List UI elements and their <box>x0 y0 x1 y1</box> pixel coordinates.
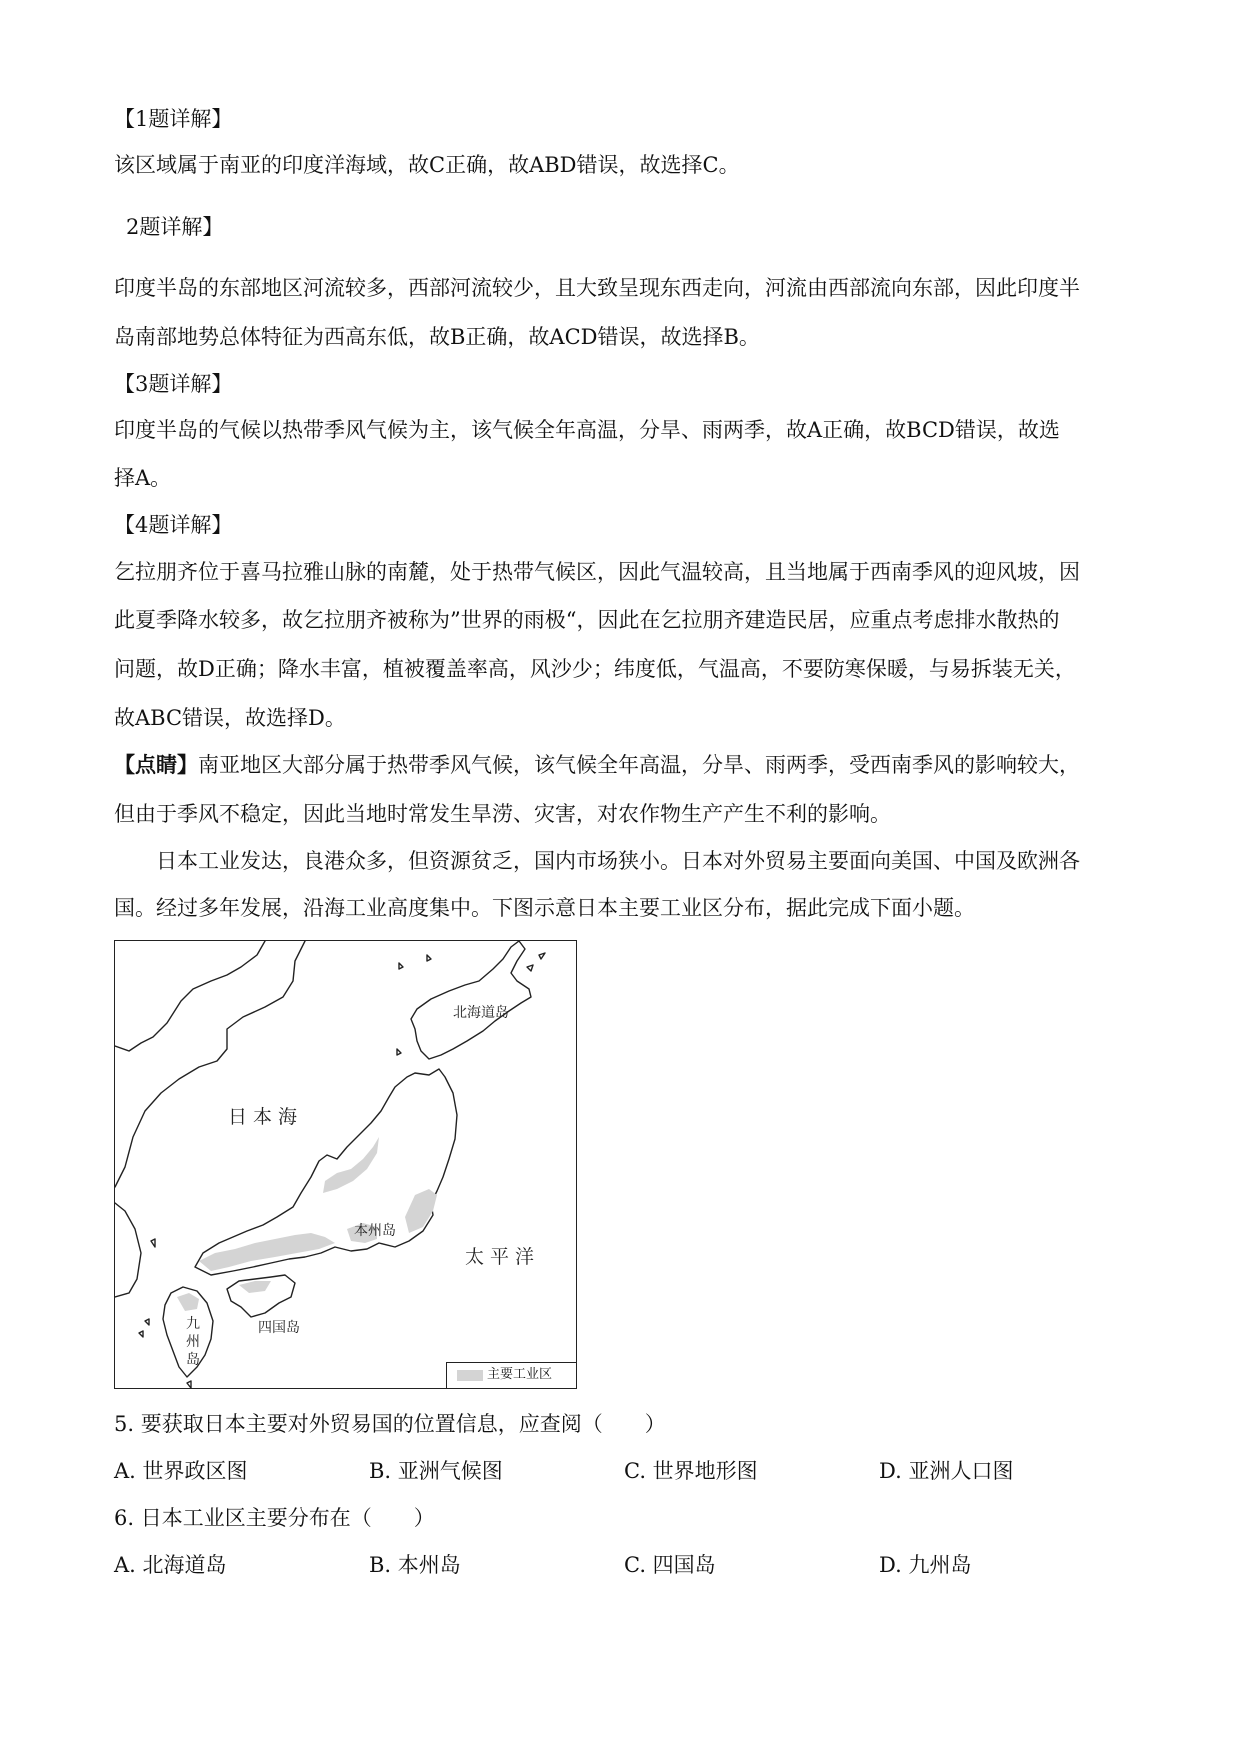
korea-coast <box>115 1203 141 1297</box>
label-kyushu-char-2: 州 <box>186 1334 200 1350</box>
question-6-option-a[interactable]: A. 北海道岛 <box>114 1553 227 1577</box>
passage-line-2: 国。经过多年发展，沿海工业高度集中。下图示意日本主要工业区分布，据此完成下面小题。 <box>114 896 975 920</box>
label-honshu: 本州岛 <box>354 1223 396 1239</box>
map-legend <box>446 1362 576 1388</box>
q3-header: 【3题详解】 <box>114 372 233 396</box>
question-5-option-c[interactable]: C. 世界地形图 <box>624 1459 758 1483</box>
legend-text: 主要工业区 <box>487 1367 553 1382</box>
industrial-zone-shikoku <box>239 1281 271 1293</box>
q1-text: 该区域属于南亚的印度洋海域，故C正确，故ABD错误，故选择C。 <box>114 153 740 177</box>
question-5-option-a[interactable]: A. 世界政区图 <box>114 1459 248 1483</box>
q4-line-4: 故ABC错误，故选择D。 <box>114 706 346 730</box>
industrial-zone-tokyo <box>405 1189 437 1233</box>
label-kyushu-char-1: 九 <box>186 1316 200 1332</box>
label-shikoku: 四国岛 <box>258 1320 300 1336</box>
label-pacific-ocean: 太平洋 <box>465 1246 541 1268</box>
label-kyushu-char-3: 岛 <box>186 1352 200 1368</box>
question-6-option-d[interactable]: D. 九州岛 <box>879 1553 972 1577</box>
point-line-1: 南亚地区大部分属于热带季风气候，该气候全年高温，分旱、雨两季，受西南季风的影响较大， <box>198 753 1080 777</box>
industrial-zone-sea-of-japan <box>323 1137 379 1193</box>
question-5-stem: 5. 要获取日本主要对外贸易国的位置信息，应查阅（ ） <box>114 1412 666 1436</box>
q1-header: 【1题详解】 <box>114 107 233 131</box>
q4-line-1: 乞拉朋齐位于喜马拉雅山脉的南麓，处于热带气候区，因此气温较高，且当地属于西南季风的迎风坡，因 <box>114 560 1080 584</box>
q4-line-3: 问题，故D正确；降水丰富，植被覆盖率高，风沙少；纬度低，气温高，不要防寒保暖，与易拆装无关， <box>114 657 1076 681</box>
question-5-option-b[interactable]: B. 亚洲气候图 <box>369 1459 503 1483</box>
hokkaido-coast <box>411 941 531 1059</box>
point-header: 【点睛】 <box>114 752 198 777</box>
continent-coast <box>115 941 265 1051</box>
q2-header: 2题详解】 <box>126 215 224 239</box>
question-5-option-d[interactable]: D. 亚洲人口图 <box>879 1459 1014 1483</box>
japan-industrial-map <box>114 940 577 1389</box>
industrial-zone-kyushu <box>177 1293 199 1311</box>
passage-line-1: 日本工业发达，良港众多，但资源贫乏，国内市场狭小。日本对外贸易主要面向美国、中国及欧洲各 <box>156 849 1080 873</box>
question-6-stem: 6. 日本工业区主要分布在（ ） <box>114 1506 435 1530</box>
label-sea-of-japan: 日本海 <box>228 1106 304 1128</box>
q4-header: 【4题详解】 <box>114 513 233 537</box>
q4-line-2: 此夏季降水较多，故乞拉朋齐被称为”世界的雨极“，因此在乞拉朋齐建造民居，应重点考虑排水散热的 <box>114 608 1060 632</box>
question-6-option-b[interactable]: B. 本州岛 <box>369 1553 461 1577</box>
question-6-option-c[interactable]: C. 四国岛 <box>624 1553 716 1577</box>
legend-swatch-industrial <box>457 1370 483 1381</box>
industrial-zone-setouchi <box>199 1233 335 1271</box>
continent-coast-2 <box>115 941 305 1187</box>
point-line-2: 但由于季风不稳定，因此当地时常发生旱涝、灾害，对农作物生产产生不利的影响。 <box>114 802 891 826</box>
q3-line-1: 印度半岛的气候以热带季风气候为主，该气候全年高温，分旱、雨两季，故A正确，故BCD错误，故选 <box>114 418 1060 442</box>
point-paragraph <box>114 750 1080 780</box>
q2-line-1: 印度半岛的东部地区河流较多，西部河流较少，且大致呈现东西走向，河流由西部流向东部，因此印度半 <box>114 276 1080 300</box>
label-hokkaido: 北海道岛 <box>453 1005 509 1021</box>
q2-line-2: 岛南部地势总体特征为西高东低，故B正确，故ACD错误，故选择B。 <box>114 325 760 349</box>
q3-line-2: 择A。 <box>114 466 172 490</box>
